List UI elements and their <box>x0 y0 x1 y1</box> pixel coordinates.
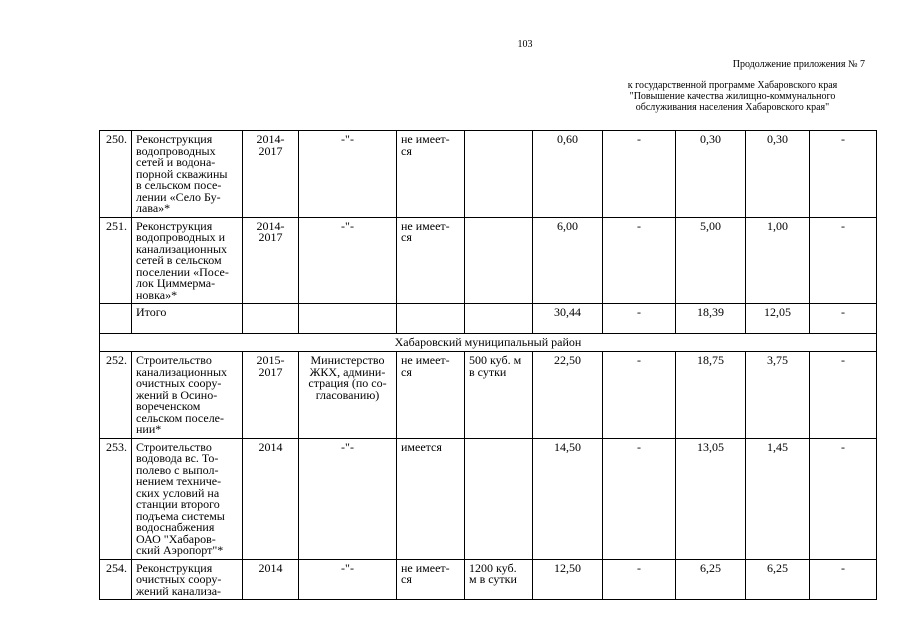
activity-name-line: подъема системы <box>136 508 225 523</box>
activity-name-line: Реконструкция <box>136 560 213 575</box>
capacity-line: 1200 куб. <box>469 560 517 575</box>
activity-name-line: водовода вс. То- <box>136 451 219 465</box>
design-docs-line: не имеет- <box>401 560 450 575</box>
years <box>243 559 299 600</box>
design-docs-line: ся <box>401 572 412 586</box>
total-cost: 14,50 <box>533 438 603 559</box>
total-cost: 22,50 <box>533 352 603 439</box>
subtotal-total: 30,44 <box>533 304 603 334</box>
funding-value: - <box>603 131 676 218</box>
activity-name-line: ский Аэропорт"* <box>136 543 224 557</box>
row-number: 254. <box>100 559 132 600</box>
years <box>243 438 299 559</box>
activity-name-line: канализационных <box>136 364 228 379</box>
responsible-line: -"- <box>341 132 354 146</box>
activity-name-line: новка»* <box>136 287 178 302</box>
subtitle-line: обслуживания населения Хабаровского края" <box>635 102 830 113</box>
subtotal-value: - <box>810 304 877 334</box>
capacity <box>465 352 533 439</box>
table-row <box>100 217 877 304</box>
capacity-line: в сутки <box>469 364 507 379</box>
activity-name <box>132 352 243 439</box>
subtotal-value: 18,39 <box>676 304 746 334</box>
years-line: 2015- <box>256 353 285 367</box>
total-cost: 12,50 <box>533 559 603 600</box>
funding-value: - <box>810 217 877 304</box>
activity-name-line: Реконструкция <box>136 218 213 233</box>
activity-name-line: Строительство <box>136 439 212 454</box>
responsible <box>299 438 397 559</box>
activity-name <box>132 559 243 600</box>
design-docs <box>397 438 465 559</box>
page-number: 103 <box>517 39 533 50</box>
activity-name-line: порной скважины <box>136 166 228 181</box>
responsible <box>299 352 397 439</box>
activity-name-line: поселении «Посе- <box>136 264 229 279</box>
activity-name-line: лении «Село Бу- <box>136 189 221 204</box>
table-summary <box>100 304 877 352</box>
design-docs-line: не имеет- <box>401 218 450 233</box>
responsible-line: -"- <box>341 218 354 233</box>
program-subtitle <box>600 80 865 113</box>
design-docs-line: ся <box>401 230 412 244</box>
activity-name-line: вореченском <box>136 399 201 413</box>
design-docs <box>397 131 465 218</box>
activity-name-line: ских условий на <box>136 485 220 500</box>
activity-name-line: ОАО "Хабаров- <box>136 531 216 546</box>
activity-name <box>132 438 243 559</box>
funding-value: - <box>603 559 676 600</box>
funding-value: 0,30 <box>676 131 746 218</box>
funding-value: 0,30 <box>746 131 810 218</box>
responsible <box>299 559 397 600</box>
table-row <box>100 352 877 439</box>
responsible-line: -"- <box>341 560 354 575</box>
funding-value: - <box>810 131 877 218</box>
section-row <box>100 334 877 352</box>
design-docs-line: не имеет- <box>401 132 450 146</box>
table-row <box>100 438 877 559</box>
responsible-line: Министерство <box>310 353 385 367</box>
design-docs-line: ся <box>401 364 412 379</box>
funding-value: 18,75 <box>676 352 746 439</box>
responsible <box>299 217 397 304</box>
years-line: 2014 <box>258 560 283 575</box>
funding-value: - <box>810 438 877 559</box>
capacity <box>465 438 533 559</box>
years-line: 2017 <box>258 364 283 379</box>
years <box>243 131 299 218</box>
row-number: 251. <box>100 217 132 304</box>
activity-name-line: водоснабжения <box>136 520 215 534</box>
design-docs-line: ся <box>401 143 412 158</box>
design-docs <box>397 559 465 600</box>
funding-value: 1,45 <box>746 438 810 559</box>
design-docs <box>397 217 465 304</box>
years <box>243 352 299 439</box>
activity-name-line: лок Циммерма- <box>136 276 216 290</box>
funding-value: - <box>603 217 676 304</box>
subtotal-value: 12,05 <box>746 304 810 334</box>
activity-name-line: Реконструкция <box>136 132 213 146</box>
section-title: Хабаровский муниципальный район <box>100 334 877 352</box>
activity-name-line: нением техниче- <box>136 474 222 488</box>
funding-value: 1,00 <box>746 217 810 304</box>
years-line: 2014 <box>258 439 283 454</box>
funding-value: - <box>603 438 676 559</box>
activity-name <box>132 131 243 218</box>
activity-name-line: жений в Осино- <box>136 387 218 402</box>
capacity <box>465 559 533 600</box>
activity-name-line: сетей в сельском <box>136 253 222 267</box>
design-docs <box>397 352 465 439</box>
appendix-label: Продолжение приложения № 7 <box>732 59 865 70</box>
subtotal-label: Итого <box>132 304 243 334</box>
funding-value: 6,25 <box>676 559 746 600</box>
funding-value: 6,25 <box>746 559 810 600</box>
subtitle-line: к государственной программе Хабаровского края <box>627 80 838 91</box>
program-activities-table <box>99 130 877 600</box>
table-group-2 <box>100 352 877 600</box>
activity-name-line: полево с выпол- <box>136 462 219 477</box>
funding-value: 13,05 <box>676 438 746 559</box>
funding-value: 5,00 <box>676 217 746 304</box>
subtotal-capacity <box>465 304 533 334</box>
subtitle-line: "Повышение качества жилищно-коммунального <box>629 91 836 102</box>
activity-name-line: водопроводных и <box>136 230 226 244</box>
activity-name-line: лава»* <box>136 201 171 215</box>
years-line: 2014- <box>256 132 285 146</box>
total-cost: 0,60 <box>533 131 603 218</box>
activity-name-line: Строительство <box>136 353 212 367</box>
years-line: 2017 <box>258 143 283 158</box>
design-docs-line: имеется <box>401 439 442 454</box>
responsible-line: страция (по со- <box>308 376 387 390</box>
capacity <box>465 131 533 218</box>
subtotal-row <box>100 304 877 334</box>
activity-name-line: в сельском посе- <box>136 178 222 192</box>
funding-value: - <box>810 352 877 439</box>
years-line: 2014- <box>256 218 285 233</box>
table-group-1 <box>100 131 877 304</box>
design-docs-line: не имеет- <box>401 353 450 367</box>
funding-value: 3,75 <box>746 352 810 439</box>
activity-name-line: очистных соору- <box>136 572 222 586</box>
subtotal-psd <box>397 304 465 334</box>
responsible <box>299 131 397 218</box>
subtotal-responsible <box>299 304 397 334</box>
activity-name-line: очистных соору- <box>136 376 222 390</box>
responsible-line: ЖКХ, админи- <box>309 364 386 379</box>
funding-value: - <box>810 559 877 600</box>
funding-value: - <box>603 352 676 439</box>
total-cost: 6,00 <box>533 217 603 304</box>
years-line: 2017 <box>258 230 283 244</box>
activity-name-line: жений канализа- <box>136 583 222 598</box>
activity-name-line: сетей и водона- <box>136 155 216 169</box>
capacity-line: 500 куб. м <box>469 353 522 367</box>
activity-name-line: станции второго <box>136 497 220 511</box>
years <box>243 217 299 304</box>
table-row <box>100 559 877 600</box>
activity-name <box>132 217 243 304</box>
row-number: 253. <box>100 438 132 559</box>
table-row <box>100 131 877 218</box>
activity-name-line: нии* <box>136 422 162 436</box>
subtotal-value: - <box>603 304 676 334</box>
activity-name-line: сельском поселе- <box>136 410 225 425</box>
responsible-line: гласованию) <box>315 387 380 402</box>
activity-name-line: канализационных <box>136 241 228 256</box>
subtotal-num <box>100 304 132 334</box>
capacity-line: м в сутки <box>469 572 517 586</box>
capacity <box>465 217 533 304</box>
row-number: 250. <box>100 131 132 218</box>
activity-name-line: водопроводных <box>136 143 216 158</box>
row-number: 252. <box>100 352 132 439</box>
responsible-line: -"- <box>341 439 354 454</box>
subtotal-years <box>243 304 299 334</box>
